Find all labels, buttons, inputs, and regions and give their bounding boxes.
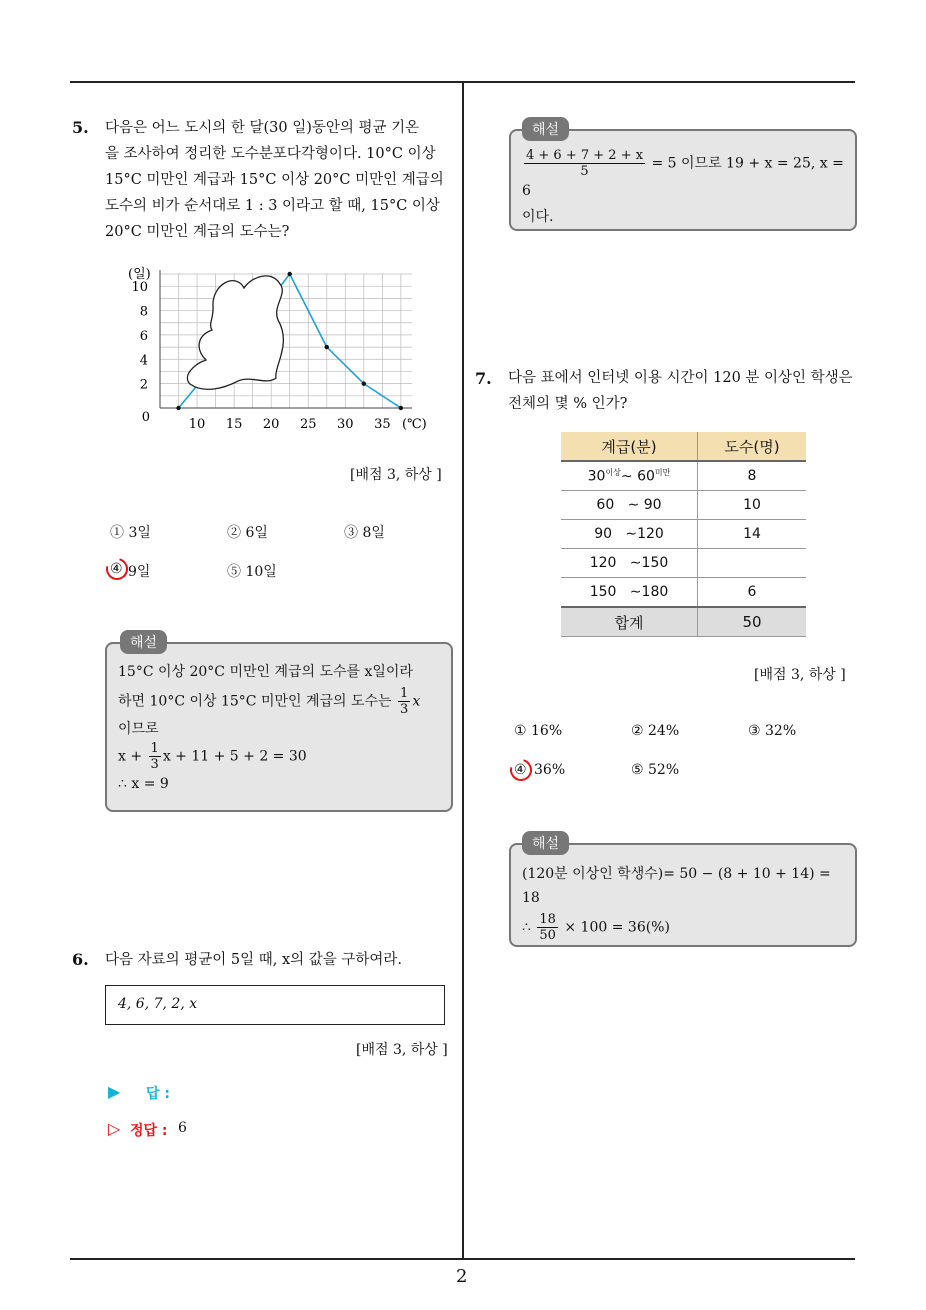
q5-sol-eq-post: x + 11 + 5 + 2 = 30 — [162, 748, 307, 765]
frac-den: 3 — [150, 757, 159, 772]
q5-score: [배점 3, 하상 ] — [350, 467, 442, 483]
table-total-row — [561, 607, 806, 637]
table-cell-freq: 6 — [698, 578, 807, 608]
q7-option-1[interactable]: ① 16% — [514, 723, 563, 739]
q5-sol-eq-pre: x + — [118, 748, 143, 765]
q7-score: [배점 3, 하상 ] — [754, 667, 846, 683]
q7-sol-therefore: ∴ — [522, 919, 531, 936]
q7-sol-post: × 100 = 36(%) — [564, 919, 670, 936]
q7-text — [508, 365, 863, 417]
x-tick-label: 10 — [188, 417, 206, 432]
table-cell-freq: 10 — [698, 491, 807, 520]
table-header: 도수(명) — [698, 432, 807, 461]
q6-sol-line2: 이다. — [522, 209, 554, 225]
q5-option-4-value[interactable]: 9일 — [128, 564, 151, 580]
q5-sol-line2 — [118, 686, 448, 717]
q6-score: [배점 3, 하상 ] — [356, 1042, 448, 1058]
q7-sol-line1: (120분 이상인 학생수)= 50 − (8 + 10 + 14) = 18 — [522, 866, 831, 906]
q6-sol-eq-rest: = 5 이므로 19 + x = 25, x = 6 — [522, 155, 844, 199]
page-number: 2 — [456, 1266, 468, 1287]
q5-option-3[interactable]: ③ 8일 — [344, 525, 385, 541]
q5-sol-line3: 이므로 — [118, 721, 159, 737]
table-total-label: 합계 — [561, 607, 698, 637]
q5-line: 20°C 미만인 계급의 도수는? — [105, 224, 290, 240]
q5-line: 15°C 미만인 계급과 15°C 이상 20°C 미만인 계급의 — [105, 172, 444, 188]
q7-solution-text — [522, 862, 852, 943]
q7-solution-badge: 해설 — [522, 831, 569, 855]
x-tick-label: 25 — [299, 417, 317, 432]
q6-correct-value: 6 — [178, 1120, 187, 1136]
q5-sol-var: x — [412, 693, 421, 710]
sup-lt: 미만 — [654, 468, 671, 478]
q5-sol-line2-text: 하면 10°C 이상 15°C 미만인 계급의 도수는 — [118, 693, 392, 710]
q6-answer-label: 답 : — [146, 1086, 170, 1102]
table-header: 계급(분) — [561, 432, 698, 461]
table-cell-class: 120 ∼150 — [561, 549, 698, 578]
q5-number: 5. — [72, 118, 89, 137]
x-tick-label: 35 — [374, 417, 391, 432]
q5-sol-fraction — [398, 686, 410, 717]
sup-ge: 이상 — [605, 468, 621, 478]
q6-solution-badge: 해설 — [522, 117, 569, 141]
table-header-row — [561, 432, 806, 461]
frac-num: 4 + 6 + 7 + 2 + x — [526, 148, 644, 163]
correct-marker-icon: ▷ — [108, 1119, 121, 1138]
frequency-polygon-chart — [120, 262, 440, 442]
q5-sol-eq-fraction — [149, 741, 161, 772]
q7-sol-fraction — [537, 912, 558, 943]
table-cell-freq: 14 — [698, 520, 807, 549]
table-row — [561, 461, 806, 491]
table-total-value: 50 — [698, 607, 807, 637]
table-cell-class — [561, 461, 698, 491]
q5-text — [105, 115, 455, 245]
column-divider — [462, 83, 464, 1258]
y-tick-label: 8 — [139, 304, 148, 320]
q5-option-2[interactable]: ② 6일 — [227, 525, 268, 541]
table-cell-class: 90 ∼120 — [561, 520, 698, 549]
q6-data: 4, 6, 7, 2, x — [118, 996, 198, 1012]
table-cell-class: 150 ∼180 — [561, 578, 698, 608]
ink-blot — [187, 276, 283, 389]
q5-sol-line5: ∴ x = 9 — [118, 776, 169, 792]
frequency-table — [561, 432, 806, 637]
q6-sol-eq — [522, 148, 852, 203]
class-start: 30 — [587, 468, 606, 485]
q7-option-5[interactable]: ⑤ 52% — [631, 762, 680, 778]
q7-number: 7. — [475, 369, 492, 388]
x-tick-label: 20 — [262, 417, 280, 432]
x-axis-label: (℃) — [402, 417, 427, 432]
data-point — [176, 406, 180, 410]
frac-num: 1 — [150, 741, 159, 756]
data-point — [399, 406, 403, 410]
q6-text: 다음 자료의 평균이 5일 때, x의 값을 구하여라. — [105, 952, 403, 968]
q5-solution-badge: 해설 — [120, 630, 167, 654]
q7-option-4-value[interactable]: 36% — [534, 762, 566, 778]
q6-sol-fraction — [524, 148, 645, 179]
q7-option-4-marker[interactable]: ④ — [514, 762, 527, 778]
table-cell-class: 60 ∼ 90 — [561, 491, 698, 520]
q5-sol-line1: 15°C 이상 20°C 미만인 계급의 도수를 x일이라 — [118, 664, 413, 680]
q5-option-4-marker[interactable]: ④ — [110, 561, 123, 577]
table-row — [561, 491, 806, 520]
q5-line: 다음은 어느 도시의 한 달(30 일)동안의 평균 기온 — [105, 120, 420, 136]
y-axis-label: (일) — [128, 267, 151, 282]
q6-correct-label: 정답 : — [130, 1123, 168, 1139]
q7-option-2[interactable]: ② 24% — [631, 723, 680, 739]
q6-solution-text — [522, 148, 852, 229]
class-mid: ∼ 60 — [620, 468, 655, 485]
table-cell-freq — [698, 549, 807, 578]
frac-den: 3 — [400, 702, 409, 717]
frac-den: 50 — [539, 928, 556, 943]
q7-line: 다음 표에서 인터넷 이용 시간이 120 분 이상인 학생은 — [508, 370, 853, 386]
frac-num: 18 — [539, 912, 556, 927]
q7-sol-line2 — [522, 912, 852, 943]
y-tick-label: 2 — [139, 377, 148, 393]
frac-num: 1 — [400, 686, 409, 701]
table-cell-freq: 8 — [698, 461, 807, 491]
q5-option-5[interactable]: ⑤ 10일 — [227, 564, 277, 580]
q5-solution-text — [118, 660, 448, 796]
q7-option-3[interactable]: ③ 32% — [748, 723, 797, 739]
q5-sol-eq — [118, 741, 448, 772]
data-point — [325, 345, 329, 349]
origin-label: 0 — [141, 410, 150, 425]
frac-den: 5 — [580, 164, 589, 179]
q7-selected-circle — [506, 755, 536, 785]
q5-line: 을 조사하여 정리한 도수분포다각형이다. 10°C 이상 — [105, 146, 436, 162]
table-row — [561, 549, 806, 578]
q5-option-1[interactable]: ① 3일 — [110, 525, 151, 541]
x-tick-label: 15 — [225, 417, 243, 432]
y-tick-label: 10 — [131, 280, 148, 296]
q6-number: 6. — [72, 950, 89, 969]
y-tick-label: 4 — [139, 353, 148, 369]
y-tick-label: 6 — [139, 328, 148, 344]
bottom-rule — [70, 1258, 855, 1260]
x-tick-label: 30 — [337, 417, 354, 432]
data-point — [288, 272, 292, 276]
q5-line: 도수의 비가 순서대로 1 : 3 이라고 할 때, 15°C 이상 — [105, 198, 440, 214]
answer-marker-icon: ▶ — [108, 1082, 121, 1101]
data-point — [362, 381, 366, 385]
q7-line: 전체의 몇 % 인가? — [508, 396, 628, 412]
table-row — [561, 578, 806, 608]
table-row — [561, 520, 806, 549]
